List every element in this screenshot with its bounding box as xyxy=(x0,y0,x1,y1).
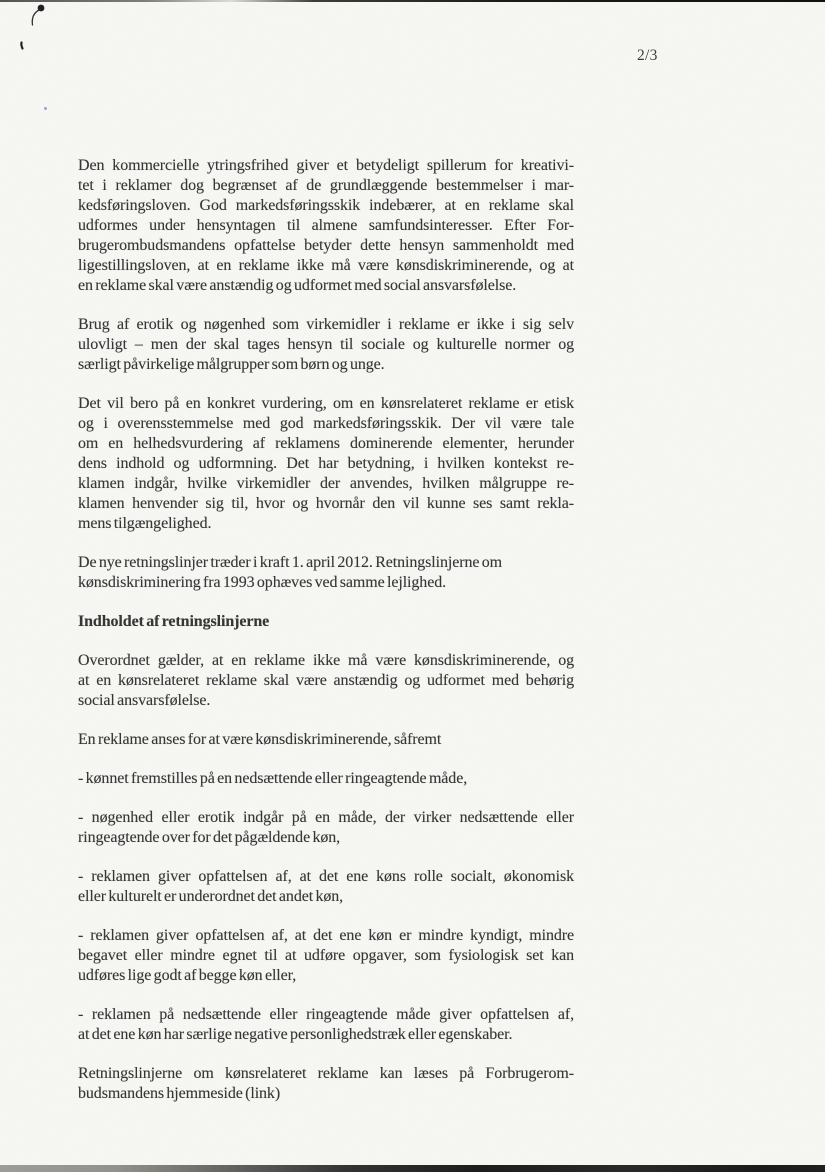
text-line: budsmandens hjemmeside (link) xyxy=(78,1085,281,1102)
text-line: - nøgenhed eller erotik indgår på en måde, der virker nedsættende eller xyxy=(78,809,574,826)
text-line: klamen indgår, hvilke virkemidler der anvendes, hvilken målgruppe re- xyxy=(78,475,574,492)
text-line: - kønnet fremstilles på en nedsættende eller ringeagtende måde, xyxy=(78,770,468,787)
text-line: brugerombudsmandens opfattelse betyder dette hensyn sammenholdt med xyxy=(78,237,574,254)
text-line: at det ene køn har særlige negative personlighedstræk eller egenskaber. xyxy=(78,1026,513,1043)
section-heading xyxy=(78,612,574,632)
paragraph xyxy=(78,730,574,750)
text-line: udformes under hensyntagen til almene samfundsinteresser. Efter For- xyxy=(78,217,574,234)
list-item xyxy=(78,769,574,789)
text-line: mens tilgængelighed. xyxy=(78,515,212,532)
text-line: Indholdet af retningslinjerne xyxy=(78,613,270,630)
text-line: særligt påvirkelige målgrupper som børn og unge. xyxy=(78,356,385,373)
list-item xyxy=(78,926,574,986)
paragraph xyxy=(78,156,574,296)
text-line: En reklame anses for at være kønsdiskriminerende, såfremt xyxy=(78,731,442,748)
text-line: tet i reklamer dog begrænset af de grundlæggende bestemmelser i mar- xyxy=(78,177,574,194)
scan-edge-artifact-top xyxy=(0,0,825,2)
scan-edge-artifact-bottom xyxy=(0,1165,825,1172)
text-line: klamen henvender sig til, hvor og hvornår den vil kunne ses samt rekla- xyxy=(78,495,574,512)
text-line: en reklame skal være anstændig og udformet med social ansvarsfølelse. xyxy=(78,277,517,294)
text-line: dens indhold og udformning. Det har betydning, i hvilken kontekst re- xyxy=(78,455,574,472)
paragraph xyxy=(78,1064,574,1104)
text-line: - reklamen på nedsættende eller ringeagtende måde giver opfattelsen af, xyxy=(78,1006,574,1023)
document-body xyxy=(78,156,574,1104)
paragraph xyxy=(78,315,574,375)
text-line: - reklamen giver opfattelsen af, at det ene køn er mindre kyndigt, mindre xyxy=(78,927,574,944)
text-line: og i overensstemmelse med god markedsføringsskik. Der vil være tale xyxy=(78,415,574,432)
ink-mark-dot xyxy=(44,107,47,110)
paragraph xyxy=(78,394,574,534)
text-line: kønsdiskriminering fra 1993 ophæves ved samme lejlighed. xyxy=(78,574,447,591)
list-item xyxy=(78,867,574,907)
text-line: kedsføringsloven. God markedsføringsskik indebærer, at en reklame skal xyxy=(78,197,574,214)
text-line: social ansvarsfølelse. xyxy=(78,692,211,709)
text-line: Retningslinjerne om kønsrelateret reklame kan læses på Forbrugerom- xyxy=(78,1065,574,1082)
text-line: udføres lige godt af begge køn eller, xyxy=(78,967,297,984)
text-line: - reklamen giver opfattelsen af, at det ene køns rolle socialt, økonomisk xyxy=(78,868,574,885)
text-line: De nye retningslinjer træder i kraft 1. april 2012. Retningslinjerne om xyxy=(78,554,503,571)
text-line: at en kønsrelateret reklame skal være anstændig og udformet med behørig xyxy=(78,672,574,689)
page-number: 2/3 xyxy=(637,47,658,64)
text-line: Brug af erotik og nøgenhed som virkemidler i reklame er ikke i sig selv xyxy=(78,316,574,333)
text-line: ringeagtende over for det pågældende køn, xyxy=(78,829,341,846)
list-item xyxy=(78,1005,574,1045)
text-line: Det vil bero på en konkret vurdering, om en kønsrelateret reklame er etisk xyxy=(78,395,574,412)
text-line: ulovligt – men der skal tages hensyn til sociale og kulturelle normer og xyxy=(78,336,574,353)
ink-mark-flourish xyxy=(18,0,60,62)
text-line: om en helhedsvurdering af reklamens dominerende elementer, herunder xyxy=(78,435,574,452)
paragraph xyxy=(78,553,574,593)
text-line: ligestillingsloven, at en reklame ikke må være kønsdiskriminerende, og at xyxy=(78,257,574,274)
text-line: Overordnet gælder, at en reklame ikke må være kønsdiskriminerende, og xyxy=(78,652,574,669)
list-item xyxy=(78,808,574,848)
text-line: eller kulturelt er underordnet det andet køn, xyxy=(78,888,344,905)
paragraph xyxy=(78,651,574,711)
text-line: Den kommercielle ytringsfrihed giver et betydeligt spillerum for kreativi- xyxy=(78,157,574,174)
text-line: begavet eller mindre egnet til at udføre opgaver, som fysiologisk set kan xyxy=(78,947,574,964)
